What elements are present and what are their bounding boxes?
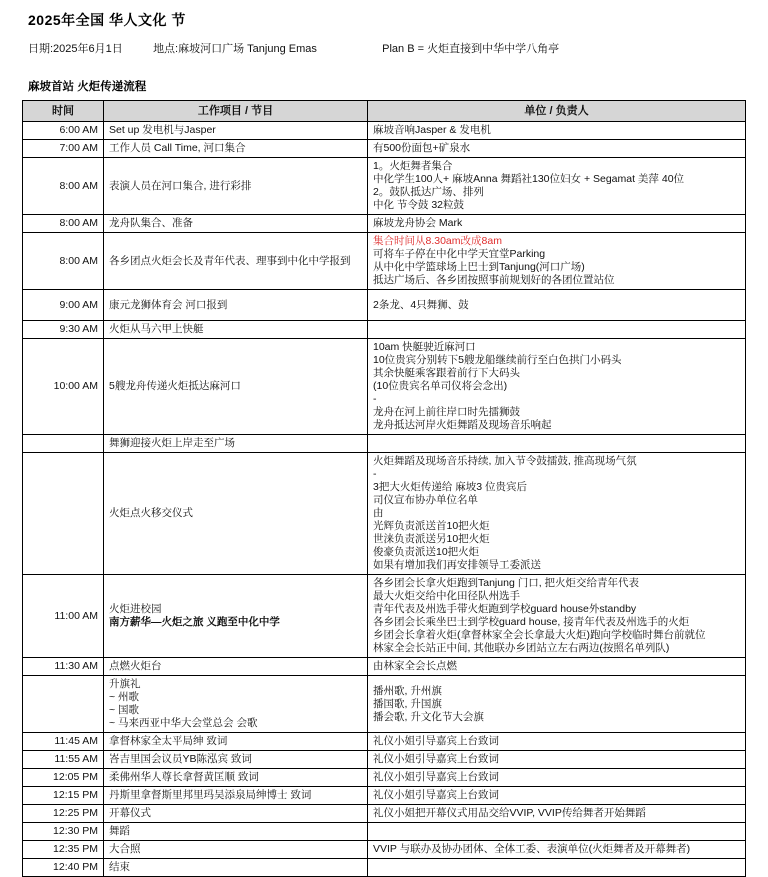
unit-cell xyxy=(368,751,746,769)
project-cell xyxy=(104,841,368,859)
cell-line: 有500份面包+矿泉水 xyxy=(373,142,471,154)
cell-line: 5艘龙舟传递火炬抵达麻河口 xyxy=(109,380,241,392)
cell-line: VVIP 与联办及协办团体、全体工委、表演单位(火炬舞者及开幕舞者) xyxy=(373,843,691,855)
project-cell xyxy=(104,575,368,658)
cell-line: 青年代表及州选手带火炬跑到学校guard house外standby xyxy=(373,603,637,615)
project-cell xyxy=(104,453,368,575)
cell-line: 麻坡龙舟协会 Mark xyxy=(373,217,463,229)
time-cell: 8:00 AM xyxy=(23,158,104,215)
project-cell xyxy=(104,658,368,676)
cell-line: 礼仪小姐把开幕仪式用品交给VVIP, VVIP传给舞者开始舞蹈 xyxy=(373,807,646,819)
time-cell: 11:00 AM xyxy=(23,575,104,658)
cell-line: 2。鼓队抵达广场、排列 xyxy=(373,186,484,198)
cell-line: 最大火炬交给中化田径队州选手 xyxy=(373,590,520,602)
table-row xyxy=(23,215,746,233)
cell-line: 麻坡音响Jasper & 发电机 xyxy=(373,124,491,136)
table-header-row xyxy=(23,101,746,122)
cell-line: ~ 国歌 xyxy=(109,704,140,716)
cell-line: 集合时间从8.30am改成8am xyxy=(373,235,502,247)
cell-line: 龙舟队集合、准备 xyxy=(109,217,193,229)
time-cell: 6:00 AM xyxy=(23,122,104,140)
column-header-project: 工作项目 / 节目 xyxy=(104,101,368,122)
cell-line: 礼仪小姐引导嘉宾上台致词 xyxy=(373,771,499,783)
project-cell xyxy=(104,290,368,321)
time-cell xyxy=(23,453,104,575)
cell-line: 舞蹈 xyxy=(109,825,130,837)
time-cell: 8:00 AM xyxy=(23,215,104,233)
cell-line: 龙舟在河上前往岸口时先擂狮鼓 xyxy=(373,406,520,418)
unit-cell xyxy=(368,453,746,575)
event-date: 日期:2025年6月1日 xyxy=(28,43,123,55)
column-header-time: 时间 xyxy=(23,101,104,122)
cell-line: 结束 xyxy=(109,861,130,873)
project-cell xyxy=(104,787,368,805)
cell-line: 由 xyxy=(373,507,384,519)
unit-cell xyxy=(368,575,746,658)
table-row xyxy=(23,339,746,435)
unit-cell xyxy=(368,769,746,787)
time-cell: 9:00 AM xyxy=(23,290,104,321)
unit-cell xyxy=(368,290,746,321)
cell-line: 舞狮迎接火炬上岸走至广场 xyxy=(109,437,235,449)
project-cell xyxy=(104,233,368,290)
table-row xyxy=(23,233,746,290)
time-cell: 12:15 PM xyxy=(23,787,104,805)
cell-line: 从中化中学篮球场上巴士到Tanjung(河口广场) xyxy=(373,261,585,273)
time-cell: 9:30 AM xyxy=(23,321,104,339)
plan-b-note: Plan B = 火炬直接到中华中学八角亭 xyxy=(382,43,560,55)
unit-cell xyxy=(368,435,746,453)
schedule-table-body xyxy=(23,122,746,877)
cell-line: 乡团会长拿着火炬(拿督林家全会长拿最大火炬)跑向学校临时舞台前就位 xyxy=(373,629,706,641)
project-cell xyxy=(104,769,368,787)
project-cell xyxy=(104,733,368,751)
section-title: 麻坡首站 火炬传递流程 xyxy=(28,81,147,93)
time-cell: 10:00 AM xyxy=(23,339,104,435)
cell-line: 柔佛州华人尊长拿督黄匡顺 致词 xyxy=(109,771,259,783)
unit-cell xyxy=(368,733,746,751)
unit-cell xyxy=(368,140,746,158)
cell-line: 火炬点火移交仪式 xyxy=(109,507,193,519)
cell-line: 如果有增加我们再安排领导工委派送 xyxy=(373,559,541,571)
time-cell: 12:35 PM xyxy=(23,841,104,859)
cell-line: 各乡团会长乘坐巴士到学校guard house, 接青年代表及州选手的火炬 xyxy=(373,616,690,628)
table-row xyxy=(23,769,746,787)
project-cell xyxy=(104,751,368,769)
table-row xyxy=(23,841,746,859)
cell-line: 抵达广场后、各乡团按照事前规划好的各团位置站位 xyxy=(373,274,615,286)
cell-line: 火炬舞蹈及现场音乐持续, 加入节令鼓擂鼓, 推高现场气氛 xyxy=(373,455,637,467)
time-cell xyxy=(23,435,104,453)
project-cell xyxy=(104,823,368,841)
cell-line: 礼仪小姐引导嘉宾上台致词 xyxy=(373,753,499,765)
time-cell: 8:00 AM xyxy=(23,233,104,290)
cell-line: 光辉负责派送首10把火炬 xyxy=(373,520,490,532)
unit-cell xyxy=(368,859,746,877)
unit-cell xyxy=(368,321,746,339)
cell-line: 由林家全会长点燃 xyxy=(373,660,457,672)
cell-line: - xyxy=(373,468,377,480)
event-location: 地点:麻坡河口广场 Tanjung Emas xyxy=(153,43,317,55)
project-cell xyxy=(104,321,368,339)
unit-cell xyxy=(368,233,746,290)
schedule-table xyxy=(22,100,746,877)
cell-line: 1。火炬舞者集合 xyxy=(373,160,453,172)
table-row xyxy=(23,575,746,658)
table-row xyxy=(23,859,746,877)
cell-line: 康元龙狮体育会 河口报到 xyxy=(109,298,228,311)
cell-line: 俊豪负责派送10把火炬 xyxy=(373,546,480,558)
table-row xyxy=(23,158,746,215)
project-cell xyxy=(104,676,368,733)
unit-cell xyxy=(368,339,746,435)
cell-line: 10位贵宾分别转下5艘龙船继续前行至白色拱门小码头 xyxy=(373,354,622,366)
cell-line: 司仪宣布协办单位名单 xyxy=(373,494,478,506)
unit-cell xyxy=(368,823,746,841)
cell-line: 中化 节令鼓 32粒鼓 xyxy=(373,199,465,211)
project-cell xyxy=(104,122,368,140)
cell-line: (10位贵宾名单司仪将会念出) xyxy=(373,380,508,392)
project-cell xyxy=(104,140,368,158)
project-cell xyxy=(104,215,368,233)
page-title: 2025年全国 华人文化 节 xyxy=(28,12,186,28)
unit-cell xyxy=(368,787,746,805)
cell-line: 表演人员在河口集合, 进行彩排 xyxy=(109,179,252,192)
table-row xyxy=(23,805,746,823)
table-row xyxy=(23,321,746,339)
time-cell: 11:55 AM xyxy=(23,751,104,769)
cell-line: 开幕仪式 xyxy=(109,807,151,819)
time-cell: 12:30 PM xyxy=(23,823,104,841)
cell-line: ~ 州歌 xyxy=(109,691,140,703)
column-header-unit: 单位 / 负责人 xyxy=(368,101,746,122)
time-cell: 12:40 PM xyxy=(23,859,104,877)
project-cell xyxy=(104,339,368,435)
unit-cell xyxy=(368,841,746,859)
cell-line: 播国歌, 升国旗 xyxy=(373,697,442,710)
table-row xyxy=(23,290,746,321)
cell-line: 点燃火炬台 xyxy=(109,660,162,672)
table-row xyxy=(23,435,746,453)
unit-cell xyxy=(368,676,746,733)
time-cell: 12:25 PM xyxy=(23,805,104,823)
project-cell xyxy=(104,435,368,453)
table-row xyxy=(23,658,746,676)
cell-line: ~ 马来西亚中华大会堂总会 会歌 xyxy=(109,717,258,729)
event-info-line xyxy=(28,40,746,56)
cell-line: 中化学生100人+ 麻坡Anna 舞蹈社130位妇女 + Segamat 美萍 40位 xyxy=(373,173,685,185)
time-cell: 12:05 PM xyxy=(23,769,104,787)
project-cell xyxy=(104,859,368,877)
unit-cell xyxy=(368,158,746,215)
unit-cell xyxy=(368,658,746,676)
cell-line: - xyxy=(373,393,377,405)
time-cell: 11:45 AM xyxy=(23,733,104,751)
table-row xyxy=(23,676,746,733)
cell-line: 礼仪小姐引导嘉宾上台致词 xyxy=(373,789,499,801)
cell-line: 升旗礼 xyxy=(109,678,141,690)
cell-line: Set up 发电机与Jasper xyxy=(109,124,216,136)
cell-line: 世涞负责派送另10把火炬 xyxy=(373,533,490,545)
unit-cell xyxy=(368,122,746,140)
table-row xyxy=(23,787,746,805)
table-row xyxy=(23,453,746,575)
cell-line: 播州歌, 升州旗 xyxy=(373,684,442,697)
cell-line: 可将车子停在中化中学天宜堂Parking xyxy=(373,248,546,260)
cell-line: 工作人员 Call Time, 河口集合 xyxy=(109,142,246,154)
unit-cell xyxy=(368,215,746,233)
cell-line: 火炬从马六甲上快艇 xyxy=(109,323,204,335)
cell-line: 播会歌, 升文化节大会旗 xyxy=(373,710,484,723)
table-row xyxy=(23,122,746,140)
cell-line: 龙舟抵达河岸火炬舞蹈及现场音乐响起 xyxy=(373,419,552,431)
cell-line: 10am 快艇驶近麻河口 xyxy=(373,341,476,353)
cell-line: 其余快艇乘客跟着前行下大码头 xyxy=(373,367,520,379)
cell-line: 2条龙、4只舞狮、鼓 xyxy=(373,298,469,311)
cell-line: 3把大火炬传递给 麻坡3 位贵宾后 xyxy=(373,481,528,493)
table-row xyxy=(23,823,746,841)
table-row xyxy=(23,751,746,769)
cell-line: 大合照 xyxy=(109,843,141,855)
cell-line: 拿督林家全太平局绅 致词 xyxy=(109,735,228,747)
cell-line: 南方薪华—火炬之旅 义跑至中化中学 xyxy=(109,616,280,628)
time-cell xyxy=(23,676,104,733)
cell-line: 各乡团点火炬会长及青年代表、理事到中化中学报到 xyxy=(109,254,351,267)
cell-line: 林家全会长站正中间, 其他联办乡团站立左右两边(按照名单列队) xyxy=(373,642,670,654)
project-cell xyxy=(104,805,368,823)
time-cell: 11:30 AM xyxy=(23,658,104,676)
cell-line: 礼仪小姐引导嘉宾上台致词 xyxy=(373,735,499,747)
project-cell xyxy=(104,158,368,215)
cell-line: 峇吉里国会议员YB陈泓宾 致词 xyxy=(109,753,252,765)
table-row xyxy=(23,733,746,751)
cell-line: 丹斯里拿督斯里邦里玛吴添泉局绅博士 致词 xyxy=(109,789,312,801)
cell-line: 火炬进校园 xyxy=(109,603,162,615)
time-cell: 7:00 AM xyxy=(23,140,104,158)
unit-cell xyxy=(368,805,746,823)
cell-line: 各乡团会长拿火炬跑到Tanjung 门口, 把火炬交给青年代表 xyxy=(373,577,640,589)
table-row xyxy=(23,140,746,158)
